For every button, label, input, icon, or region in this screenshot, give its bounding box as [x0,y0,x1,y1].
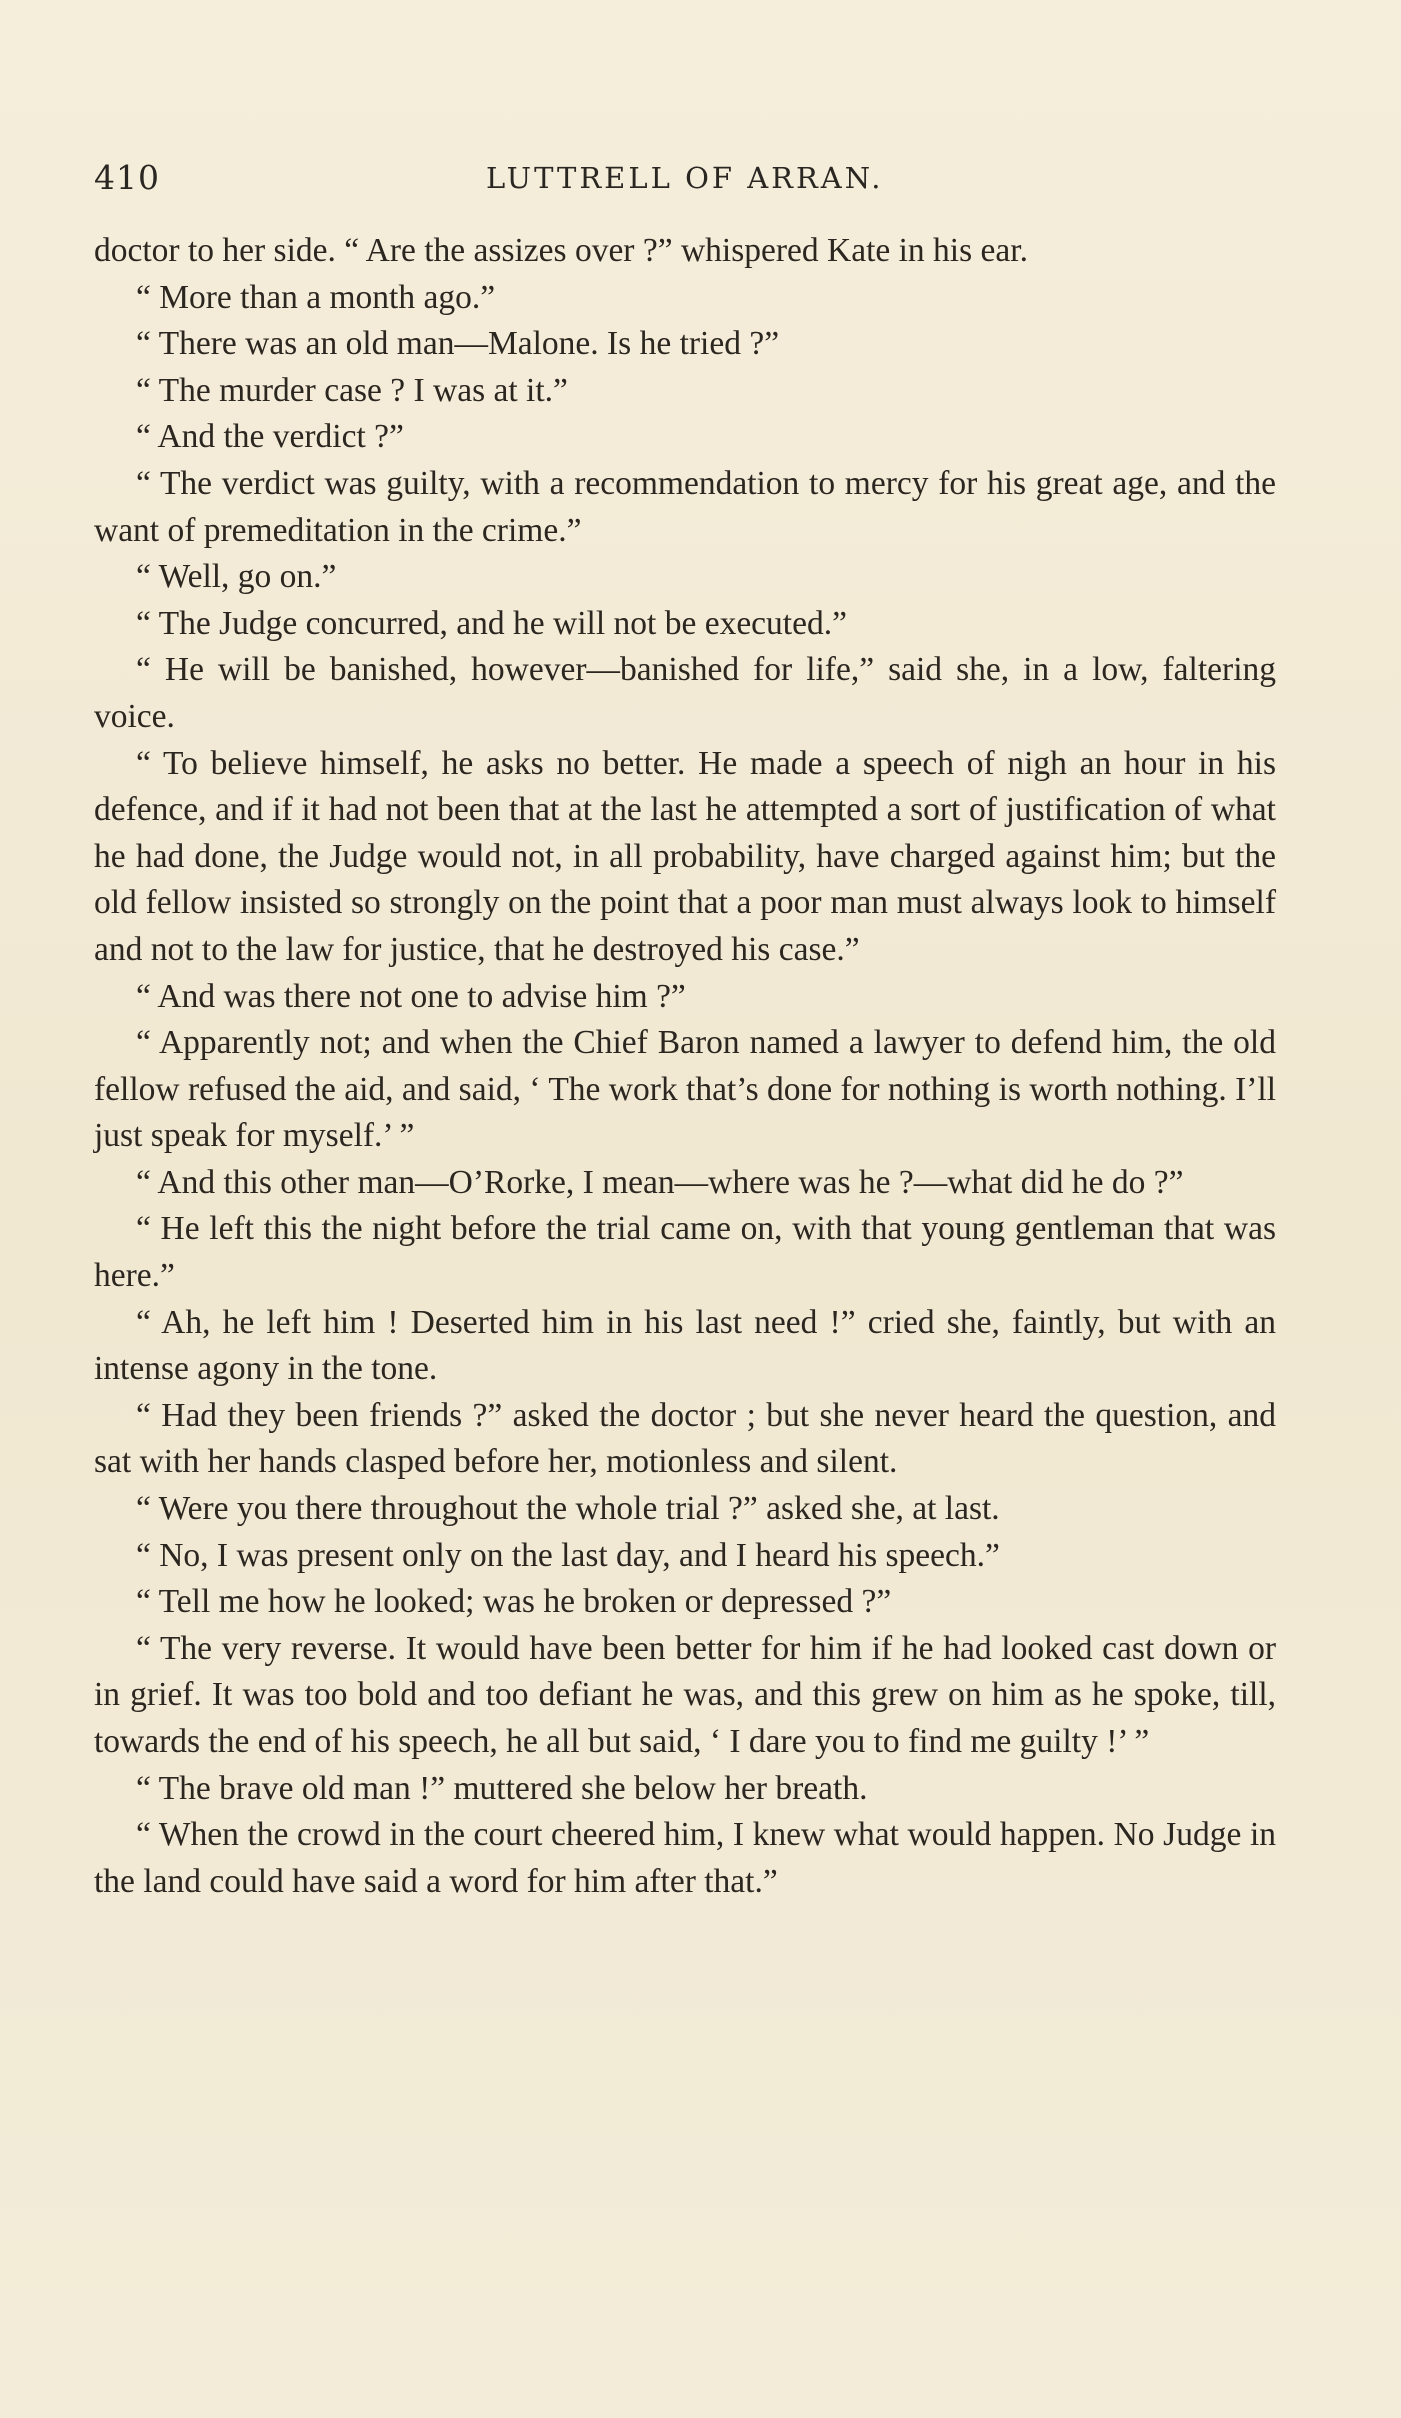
page-number: 410 [94,158,160,197]
paragraph: “ Ah, he left him ! Deserted him in his last need !” cried she, faintly, but with an intense agony in the tone. [94,1303,1276,1388]
paragraph: “ Tell me how he looked; was he broken or depressed ?” [136,1583,892,1621]
paragraph: “ He will be banished, however—banished for life,” said she, in a low, faltering voice. [94,651,1276,735]
paragraph: “ Had they been friends ?” asked the doctor ; but she never heard the question, and sat with her hands clasped before her, motionless and silent. [94,1396,1276,1481]
paragraph: “ Were you there throughout the whole trial ?” asked she, at last. [136,1490,1000,1528]
paragraph: “ No, I was present only on the last day, and I heard his speech.” [136,1536,1000,1574]
paragraph: “ More than a month ago.” [136,278,496,316]
paragraph: “ The Judge concurred, and he will not be executed.” [136,604,847,642]
paragraph: “ The brave old man !” muttered she below her breath. [136,1769,868,1807]
paragraph: “ The verdict was guilty, with a recommendation to mercy for his great age, and the want of premeditation in the crime.” [94,464,1276,549]
paragraph: “ The very reverse. It would have been better for him if he had looked cast down or in grief. It was too bold and too defiant he was, and this grew on him as he spoke, till, towards the end of his speech, he all but said, ‘ I dare you to find me guilty !’ ” [94,1629,1276,1760]
paragraph: “ The murder case ? I was at it.” [136,371,568,409]
paragraph: “ To believe himself, he asks no better. He made a speech of nigh an hour in his defence, and if it had not been that at the last he attempted a sort of justification of what he had done, the Judge would not, in all probability, have charged against him; but the old fellow insisted so strongly on the point that a poor man must always look to himself and not to the law for justice, that he destroyed his case.” [94,744,1276,968]
paragraph: “ There was an old man—Malone. Is he tried ?” [136,325,780,363]
paragraph: “ Apparently not; and when the Chief Baron named a lawyer to defend him, the old fellow refused the aid, and said, ‘ The work that’s done for nothing is worth nothing. I’ll just speak for myself.’ ” [94,1024,1276,1155]
paragraph: doctor to her side. “ Are the assizes over ?” whispered Kate in his ear. [94,232,1028,269]
paragraph: “ Well, go on.” [136,558,337,596]
paragraph: “ And this other man—O’Rorke, I mean—where was he ?—what did he do ?” [136,1163,1184,1201]
body-text [94,228,1276,1905]
paragraph: “ He left this the night before the trial came on, with that young gentleman that was here.” [94,1210,1276,1295]
paragraph: “ And was there not one to advise him ?” [136,977,686,1015]
paragraph: “ And the verdict ?” [136,418,404,456]
running-title: LUTTRELL OF ARRAN. [486,161,884,195]
page-header [94,158,1274,208]
paragraph: “ When the crowd in the court cheered him, I knew what would happen. No Judge in the land could have said a word for him after that.” [94,1816,1276,1900]
